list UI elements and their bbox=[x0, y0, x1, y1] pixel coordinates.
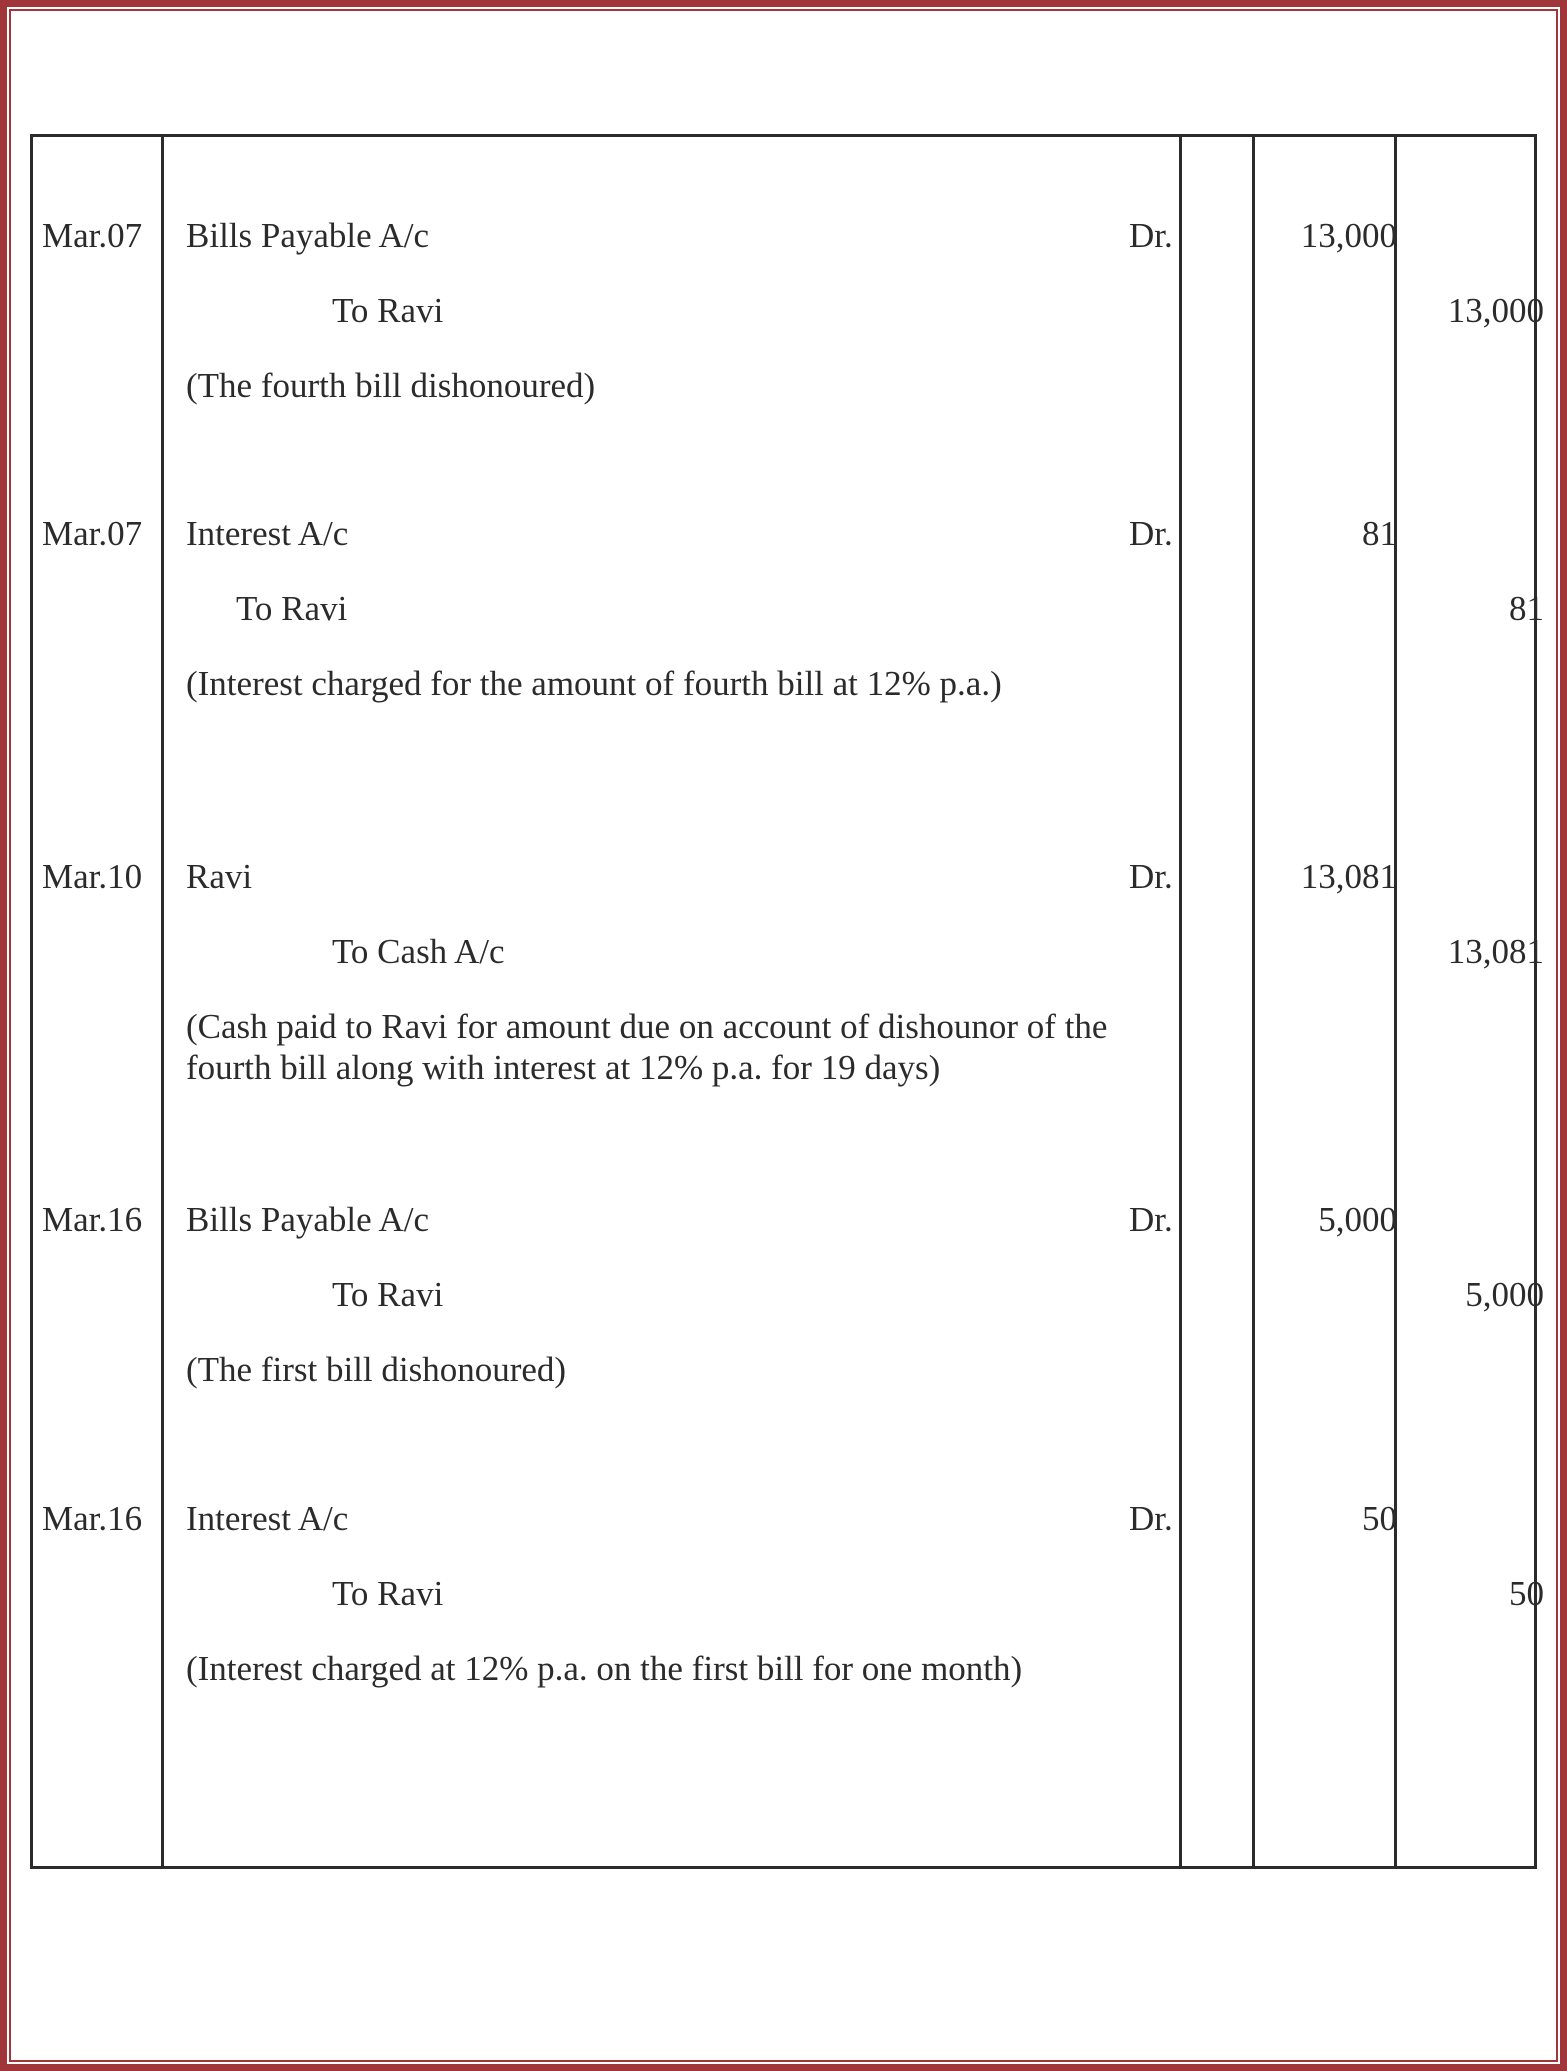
debit-amount: 13,000 bbox=[1300, 216, 1397, 255]
narration: (Interest charged at 12% p.a. on the first bill for one month) bbox=[186, 1649, 1023, 1688]
credit-amount: 13,081 bbox=[1447, 932, 1544, 971]
narration: (The first bill dishonoured) bbox=[186, 1350, 567, 1389]
narration: (Interest charged for the amount of fourth bill at 12% p.a.) bbox=[186, 664, 1002, 703]
entry-date: Mar.07 bbox=[42, 216, 143, 255]
debit-account: Bills Payable A/c bbox=[186, 1200, 430, 1239]
credit-account: To Ravi bbox=[332, 1275, 444, 1314]
dr-label: Dr. bbox=[1129, 1499, 1173, 1538]
credit-amount: 81 bbox=[1509, 589, 1544, 628]
entry-date: Mar.16 bbox=[42, 1499, 143, 1538]
narration: (The fourth bill dishonoured) bbox=[186, 366, 596, 405]
dr-label: Dr. bbox=[1129, 1200, 1173, 1239]
dr-label: Dr. bbox=[1129, 216, 1173, 255]
debit-amount: 50 bbox=[1362, 1499, 1397, 1538]
entry-date: Mar.16 bbox=[42, 1200, 143, 1239]
dr-label: Dr. bbox=[1129, 857, 1173, 896]
journal-table bbox=[30, 134, 1544, 1869]
debit-account: Ravi bbox=[186, 857, 253, 896]
credit-account: To Ravi bbox=[332, 1574, 444, 1613]
credit-amount: 50 bbox=[1509, 1574, 1544, 1613]
debit-account: Interest A/c bbox=[186, 514, 349, 553]
date-column-divider bbox=[161, 137, 164, 1866]
debit-amount: 5,000 bbox=[1318, 1200, 1397, 1239]
narration: (Cash paid to Ravi for amount due on account of dishounor of the fourth bill along with interest at 12% p.a. for 19 days) bbox=[186, 1007, 1108, 1087]
entry-date: Mar.10 bbox=[42, 857, 143, 896]
debit-account: Bills Payable A/c bbox=[186, 216, 430, 255]
debit-amount: 13,081 bbox=[1300, 857, 1397, 896]
dr-label: Dr. bbox=[1129, 514, 1173, 553]
credit-account: To Ravi bbox=[236, 589, 348, 628]
credit-account: To Ravi bbox=[332, 291, 444, 330]
credit-amount: 5,000 bbox=[1465, 1275, 1544, 1314]
debit-column-divider bbox=[1394, 137, 1397, 1866]
credit-account: To Cash A/c bbox=[332, 932, 505, 971]
lf-column-divider bbox=[1252, 137, 1255, 1866]
credit-amount: 13,000 bbox=[1447, 291, 1544, 330]
debit-account: Interest A/c bbox=[186, 1499, 349, 1538]
entry-date: Mar.07 bbox=[42, 514, 143, 553]
debit-amount: 81 bbox=[1362, 514, 1397, 553]
